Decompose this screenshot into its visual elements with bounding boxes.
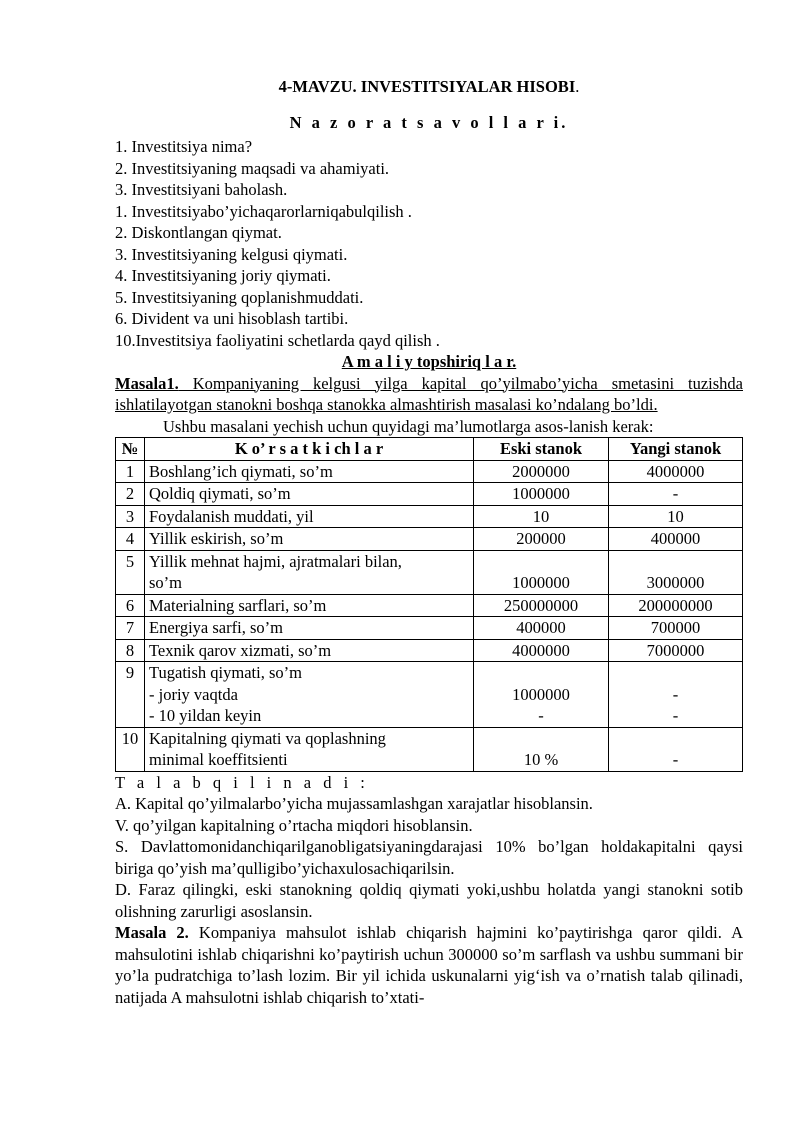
table-row: 1 Boshlang’ich qiymati, so’m 2000000 4000000 <box>116 460 743 483</box>
intro-text: Ushbu masalani yechish uchun quyidagi ma’lumotlarga asos-lanish kerak: <box>163 416 654 436</box>
list-item: 6. Divident va uni hisoblash tartibi. <box>115 309 349 328</box>
table-row: 4 Yillik eskirish, so’m 200000 400000 <box>116 528 743 551</box>
task-s: S. Davlattomonidanchiqarilganobligatsiyaningdarajasi 10% bo’lgan holdakapitalni qaysi biriga qo’yish ma’qulligibo’yichaxulosachiqarilsin. <box>115 837 743 878</box>
practical-tasks-heading: A m a l i y topshiriq l a r. <box>341 352 517 371</box>
masala1-paragraph: Masala1. Kompaniyaning kelgusi yilga kapital qo’yilmabo’yicha smetasini tuzishda ishlatilayotgan stanokni boshqa stanokka almashtirish masalasi ko’ndalang bo’ldi. <box>115 373 743 414</box>
list-item: 2. Investitsiyaning maqsadi va ahamiyati. <box>115 158 390 178</box>
control-questions-heading: N a z o r a t s a v o l l a r i. <box>289 112 569 132</box>
header-number: № <box>116 438 145 461</box>
task-d: D. Faraz qilingki, eski stanokning qoldiq qiymati yoki,ushbu holatda yangi stanokni sotib olishning zarurligi asoslansin. <box>115 880 743 921</box>
list-item: 2. Diskontlangan qiymat. <box>115 223 282 242</box>
list-item: 3. Investitsiyaning kelgusi qiymati. <box>115 244 348 264</box>
list-item: 4. Investitsiyaning joriy qiymati. <box>115 266 331 285</box>
requirements-heading: T a l a b q i l i n a d i : <box>115 772 369 792</box>
table-row: 6 Materialning sarflari, so’m 250000000 200000000 <box>116 594 743 617</box>
masala1-label: Masala1. <box>115 373 179 393</box>
table-row: 10 Kapitalning qiymati va qoplashning minimal koeffitsienti 10 % - <box>116 727 743 771</box>
table-row: 8 Texnik qarov xizmati, so’m 4000000 7000000 <box>116 639 743 662</box>
questions-list <box>115 136 743 351</box>
list-item: 1. Investitsiyabo’yichaqarorlarniqabulqilish . <box>115 201 412 221</box>
table-row: 2 Qoldiq qiymati, so’m 1000000 - <box>116 483 743 506</box>
table-header-row <box>116 438 743 461</box>
header-new-machine: Yangi stanok <box>609 438 743 461</box>
table-row: 7 Energiya sarfi, so’m 400000 700000 <box>116 617 743 640</box>
page-title: 4-MAVZU. INVESTITSIYALAR HISOBI. <box>278 77 580 96</box>
masala2-paragraph: Masala 2. Kompaniya mahsulot ishlab chiqarish hajmini ko’paytirishga qaror qildi. A mahsulotini ishlab chiqarishni ko’paytirish uchun 300000 so’m sarflash va ushbu summani bir yo’la pudratchiga to’lash lozim. Bir yil ichida uskunalarni yig‘ish va o’rnatish talab qilinadi, natijada A mahsulotni ishlab chiqarish to’xtati- <box>115 923 743 1007</box>
table-row: 5 Yillik mehnat hajmi, ajratmalari bilan, so’m 1000000 3000000 <box>116 550 743 594</box>
header-old-machine: Eski stanok <box>474 438 609 461</box>
table-row: 3 Foydalanish muddati, yil 10 10 <box>116 505 743 528</box>
indicators-table <box>115 437 743 772</box>
task-a: A. Kapital qo’yilmalarbo’yicha mujassamlashgan xarajatlar hisoblansin. <box>115 794 593 813</box>
list-item: 10.Investitsiya faoliyatini schetlarda qayd qilish . <box>115 330 440 350</box>
masala2-label: Masala 2. <box>115 923 189 942</box>
list-item: 3. Investitsiyani baholash. <box>115 180 288 199</box>
list-item: 1. Investitsiya nima? <box>115 137 253 156</box>
header-indicators: K o’ r s a t k i ch l a r <box>145 438 474 461</box>
document-page <box>115 76 743 1008</box>
table-row: 9 Tugatish qiymati, so’m - joriy vaqtda - 10 yildan keyin 1000000 - - - <box>116 662 743 728</box>
list-item: 5. Investitsiyaning qoplanishmuddati. <box>115 287 364 307</box>
task-v: V. qo’yilgan kapitalning o’rtacha miqdori hisoblansin. <box>115 815 473 835</box>
